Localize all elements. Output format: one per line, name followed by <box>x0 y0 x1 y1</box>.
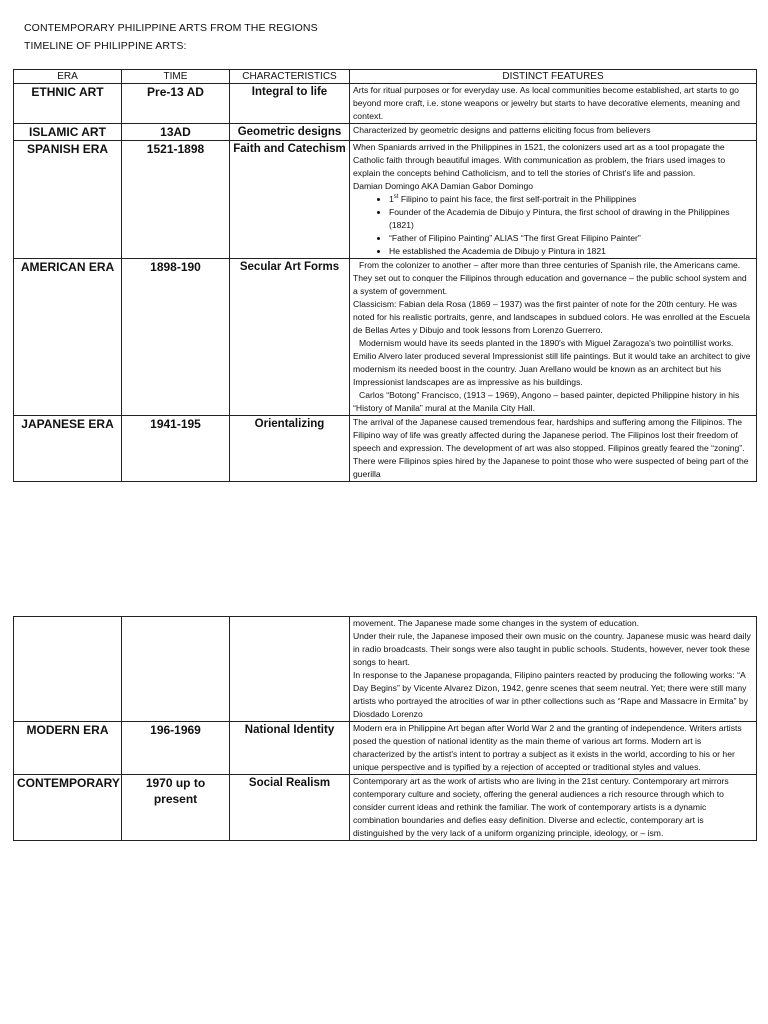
feature-paragraph: When Spaniards arrived in the Philippines in 1521, the colonizers used art as a tool propagate the Catholic faith through beautiful images. With communication as problem, the friars used images to explain the concepts behind Catholicism, and to tell the stories of Christ's life and passion. <box>353 142 726 178</box>
characteristics-cell: Faith and Catechism <box>230 141 350 259</box>
characteristics-cell: Orientalizing <box>230 416 350 482</box>
features-cell <box>350 775 757 841</box>
era-cell: JAPANESE ERA <box>14 416 122 482</box>
features-cell <box>350 141 757 259</box>
table-row <box>14 141 757 259</box>
era-cell: SPANISH ERA <box>14 141 122 259</box>
feature-paragraph: Classicism: Fabian dela Rosa (1869 – 1937) was the first painter of note for the 20th century. He was noted for his realistic portraits, genre, and landscapes in subdued colors. He was enrolled at the Escuela de Bellas Artes y Dibujo and took lessons from Lorenzo Guerrero. <box>353 299 750 335</box>
feature-paragraph: In response to the Japanese propaganda, Filipino painters reacted by producing the following works: “A Day Begins” by Vicente Alvarez Dizon, 1942, genre scenes that seem neutral. Yet; there were still many artists who portrayed the atrocities of war in pther collections such as “Rape and Massacre in Ermita” by Diosdado Lorenzo <box>353 670 749 719</box>
table-row <box>14 775 757 841</box>
time-cell: 196-1969 <box>122 722 230 775</box>
feature-paragraph: The arrival of the Japanese caused tremendous fear, hardships and suffering among the Filipinos. The Filipino way of life was greatly affected during the Japanese period. The Filipinos lost their freedom of speech and expression. The development of art was also stopped. Filipinos greatly feared the “zoning”. There were Filipinos spies hired by the Japanese to point those who were suspected of being part of the guerilla <box>353 417 749 479</box>
feature-paragraph: Modern era in Philippine Art began after World War 2 and the granting of independence. Writers artists posed the question of national identity as the main theme of various art forms. Modern art is characterized by the artist's intent to portray a subject as it exists in the world, according to his or her unique perspective and is typified by a rejection of accepted or traditional styles and values. <box>353 723 742 772</box>
era-cell: ISLAMIC ART <box>14 124 122 141</box>
table-row <box>14 416 757 482</box>
table-row <box>14 259 757 416</box>
feature-paragraph: Carlos “Botong” Francisco, (1913 – 1969), Angono – based painter, depicted Philippine history in his “History of Manila” mural at the Manila City Hall. <box>353 390 740 413</box>
time-cell: 1941-195 <box>122 416 230 482</box>
feature-bullet-list <box>353 193 753 258</box>
list-item: • He established the Academia de Dibujo y Pintura in 1821 <box>389 245 753 258</box>
column-header-time: TIME <box>122 70 230 84</box>
feature-paragraph: Contemporary art as the work of artists who are living in the 21st century. Contemporary art mirrors contemporary culture and society, offering the general audiences a rich resource through which to consider current ideas and rethink the familiar. The work of contemporary artists is a dynamic combination boundaries and defies easy definition. Diverse and eclectic, contemporary art is distinguished by the very lack of a uniform organizing principle, ideology, or – ism. <box>353 776 729 838</box>
time-cell: Pre-13 AD <box>122 84 230 124</box>
features-cell <box>350 84 757 124</box>
time-cell: 13AD <box>122 124 230 141</box>
era-cell: ETHNIC ART <box>14 84 122 124</box>
era-cell <box>14 617 122 722</box>
column-header-features: DISTINCT FEATURES <box>350 70 757 84</box>
time-cell: 1970 up to present <box>122 775 230 841</box>
timeline-table <box>13 69 757 482</box>
list-item: • Founder of the Academia de Dibujo y Pintura, the first school of drawing in the Philippines (1821) <box>389 206 753 232</box>
features-cell <box>350 416 757 482</box>
era-cell: CONTEMPORARY <box>14 775 122 841</box>
time-cell: 1521-1898 <box>122 141 230 259</box>
feature-paragraph: Modernism would have its seeds planted in the 1890's with Miguel Zaragoza's two pointillist works. Emilio Alvero later produced several Impressionist still life paintings. But it would take an architect to give modernism its needed boost in the country. Juan Arellano would be known as an architect but his Impressionist landscapes are as impressive as his buildings. <box>353 338 751 387</box>
column-header-era: ERA <box>14 70 122 84</box>
characteristics-cell: Geometric designs <box>230 124 350 141</box>
column-header-characteristics: CHARACTERISTICS <box>230 70 350 84</box>
era-cell: MODERN ERA <box>14 722 122 775</box>
characteristics-cell: Social Realism <box>230 775 350 841</box>
table-row <box>14 722 757 775</box>
time-cell: 1898-190 <box>122 259 230 416</box>
era-cell: AMERICAN ERA <box>14 259 122 416</box>
feature-paragraph: Damian Domingo AKA Damian Gabor Domingo <box>353 181 534 191</box>
characteristics-cell: Integral to life <box>230 84 350 124</box>
table-row <box>14 124 757 141</box>
features-cell <box>350 259 757 416</box>
document-subtitle: TIMELINE OF PHILIPPINE ARTS: <box>24 40 187 52</box>
list-item: • 1st Filipino to paint his face, the first self-portrait in the Philippines <box>389 193 753 206</box>
characteristics-cell: National Identity <box>230 722 350 775</box>
feature-paragraph: From the colonizer to another – after more than three centuries of Spanish rile, the Americans came. They set out to conquer the Filipinos through education and governance – the public school system and a system of government. <box>353 260 747 296</box>
list-item: • “Father of Filipino Painting” ALIAS “The first Great Filipino Painter” <box>389 232 753 245</box>
feature-paragraph: movement. The Japanese made some changes in the system of education. <box>353 618 639 628</box>
feature-paragraph: Characterized by geometric designs and patterns eliciting focus from believers <box>353 125 651 135</box>
table-header-row <box>14 70 757 84</box>
table-row <box>14 84 757 124</box>
feature-paragraph: Under their rule, the Japanese imposed their own music on the country. Japanese music was heard daily in radio broadcasts. Their songs were also taught in public schools. Students, however, never took these songs to heart. <box>353 631 751 667</box>
features-cell <box>350 124 757 141</box>
document-title: CONTEMPORARY PHILIPPINE ARTS FROM THE REGIONS <box>24 22 318 34</box>
characteristics-cell <box>230 617 350 722</box>
time-cell <box>122 617 230 722</box>
features-cell <box>350 617 757 722</box>
features-cell <box>350 722 757 775</box>
table-row <box>14 617 757 722</box>
timeline-table-continued <box>13 616 757 841</box>
feature-paragraph: Arts for ritual purposes or for everyday use. As local communities become established, art starts to go beyond more craft, i.e. stone weapons or jewelry but starts to have decorative elements, meaning and context. <box>353 85 740 121</box>
characteristics-cell: Secular Art Forms <box>230 259 350 416</box>
